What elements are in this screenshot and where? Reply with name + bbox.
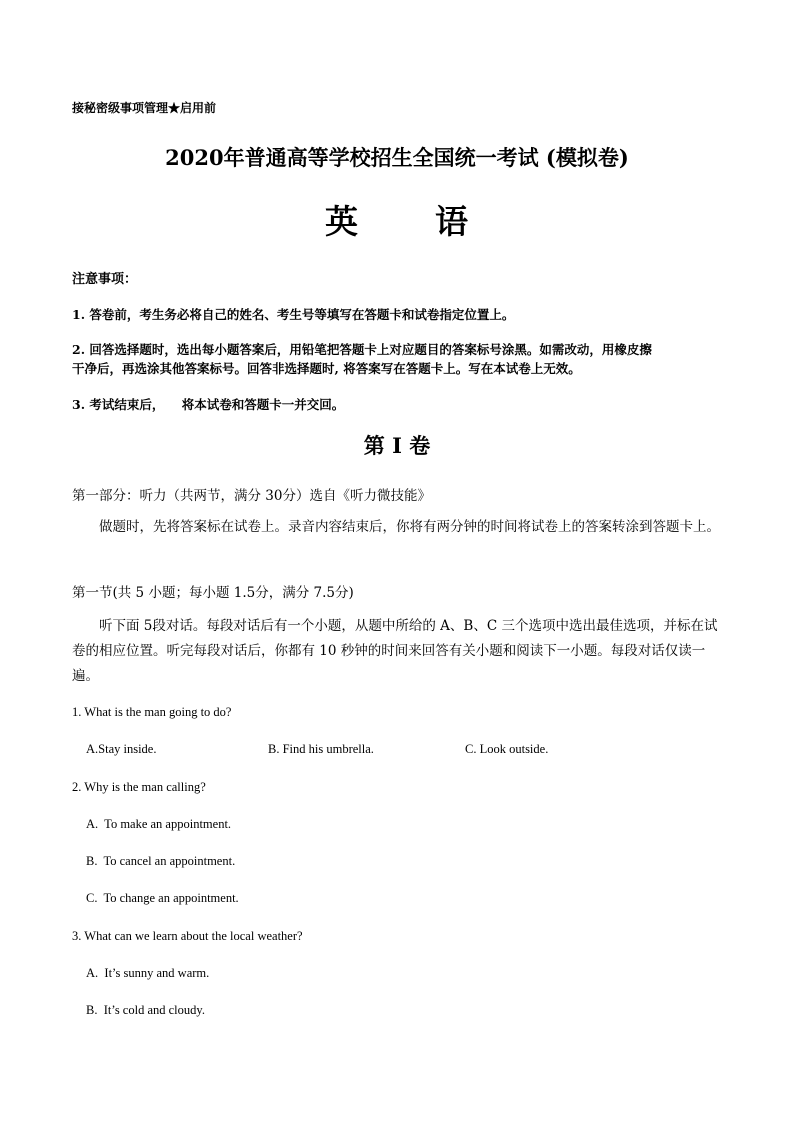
note-item-3: 3. 考试结束后， 将本试卷和答题卡一并交回。 bbox=[72, 397, 345, 412]
section1-instruction: 听下面 5段对话。每段对话后有一个小题，从题中所给的 A、B、C 三个选项中选出最佳选项，并标在试卷的相应位置。听完每段对话后，你都有 10 秒钟的时间来回答有关小题和阅读下一小题。每段对话仅读一遍。 bbox=[72, 618, 718, 684]
question-2-option-c: C. To change an appointment. bbox=[86, 891, 239, 905]
note-item-2-line-1: 2. 回答选择题时，选出每小题答案后，用铅笔把答题卡上对应题目的答案标号涂黑。如需改动，用橡皮擦 bbox=[72, 342, 652, 357]
subject-title bbox=[0, 196, 794, 243]
confidentiality-mark: 接秘密级事项管理★启用前 bbox=[72, 101, 217, 115]
note-item-1: 1. 答卷前，考生务必将自己的姓名、考生号等填写在答题卡和试卷指定位置上。 bbox=[72, 307, 515, 322]
question-2-option-b: B. To cancel an appointment. bbox=[86, 854, 236, 868]
part1-instruction: 做题时，先将答案标在试卷上。录音内容结束后，你将有两分钟的时间将试卷上的答案转涂到答题卡上。 bbox=[99, 519, 720, 535]
note-item-2-line-2: 干净后，再选涂其他答案标号。回答非选择题时, 将答案写在答题卡上。写在本试卷上无效。 bbox=[72, 361, 581, 376]
question-3-stem: 3. What can we learn about the local weather? bbox=[72, 929, 303, 943]
question-2-option-a: A. To make an appointment. bbox=[86, 817, 232, 831]
subject-char-2: 语 bbox=[435, 202, 469, 241]
subject-char-1: 英 bbox=[325, 202, 359, 241]
question-1-option-b: B. Find his umbrella. bbox=[268, 742, 374, 756]
exam-title: 2020年普通高等学校招生全国统一考试 (模拟卷) bbox=[165, 145, 629, 170]
question-3-option-a: A. It’s sunny and warm. bbox=[86, 966, 210, 980]
notes-heading: 注意事项： bbox=[72, 272, 138, 287]
volume-title: 第 I 卷 bbox=[363, 433, 431, 458]
part1-heading: 第一部分：听力（共两节，满分 30分）选自《听力微技能》 bbox=[72, 488, 431, 504]
question-2-stem: 2. Why is the man calling? bbox=[72, 780, 206, 794]
question-1-option-a: A.Stay inside. bbox=[86, 742, 157, 756]
question-1-stem: 1. What is the man going to do? bbox=[72, 705, 232, 719]
section1-heading: 第一节(共 5 小题；每小题 1.5分，满分 7.5分) bbox=[72, 585, 354, 601]
question-1-option-c: C. Look outside. bbox=[465, 742, 549, 756]
question-3-option-b: B. It’s cold and cloudy. bbox=[86, 1003, 205, 1017]
